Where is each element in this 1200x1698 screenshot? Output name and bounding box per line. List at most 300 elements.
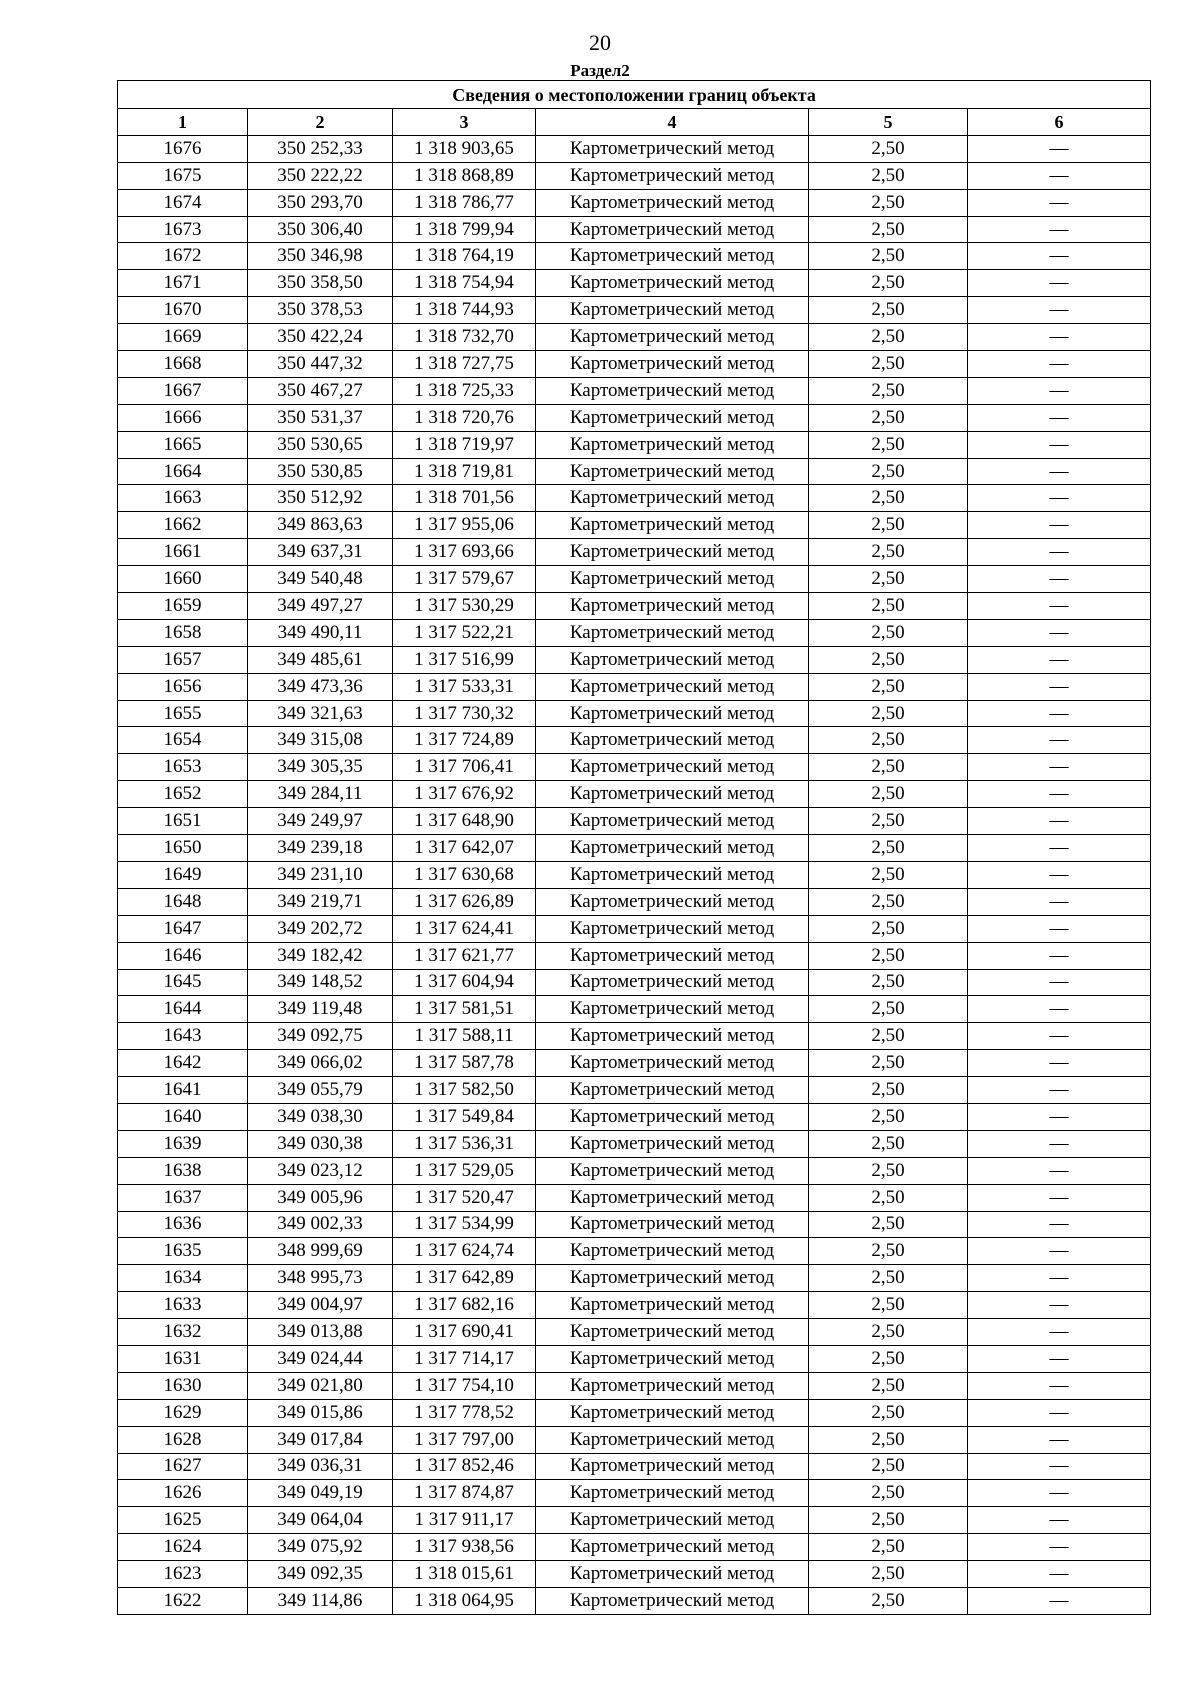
description-cell: — — [968, 1345, 1151, 1372]
accuracy-cell: 2,50 — [809, 1587, 968, 1614]
method-cell: Картометрический метод — [536, 781, 809, 808]
method-cell: Картометрический метод — [536, 1561, 809, 1588]
x-coordinate-cell: 349 485,61 — [248, 646, 393, 673]
y-coordinate-cell: 1 317 730,32 — [393, 700, 536, 727]
x-coordinate-cell: 349 148,52 — [248, 969, 393, 996]
method-cell: Картометрический метод — [536, 1050, 809, 1077]
description-cell: — — [968, 485, 1151, 512]
page-number: 20 — [589, 30, 611, 55]
table-row — [118, 1480, 1151, 1507]
table-row — [118, 1023, 1151, 1050]
point-number-cell: 1639 — [118, 1130, 248, 1157]
method-cell: Картометрический метод — [536, 135, 809, 162]
x-coordinate-cell: 349 013,88 — [248, 1319, 393, 1346]
description-cell: — — [968, 216, 1151, 243]
description-cell: — — [968, 324, 1151, 351]
method-cell: Картометрический метод — [536, 1319, 809, 1346]
y-coordinate-cell: 1 317 582,50 — [393, 1077, 536, 1104]
table-row — [118, 673, 1151, 700]
description-cell: — — [968, 996, 1151, 1023]
y-coordinate-cell: 1 317 778,52 — [393, 1399, 536, 1426]
table-row — [118, 619, 1151, 646]
x-coordinate-cell: 350 447,32 — [248, 351, 393, 378]
method-cell: Картометрический метод — [536, 243, 809, 270]
y-coordinate-cell: 1 317 714,17 — [393, 1345, 536, 1372]
accuracy-cell: 2,50 — [809, 1372, 968, 1399]
accuracy-cell: 2,50 — [809, 835, 968, 862]
point-number-cell: 1631 — [118, 1345, 248, 1372]
method-cell: Картометрический метод — [536, 1077, 809, 1104]
boundary-coordinates-table — [117, 80, 1151, 1615]
description-cell: — — [968, 781, 1151, 808]
x-coordinate-cell: 349 002,33 — [248, 1211, 393, 1238]
table-row — [118, 727, 1151, 754]
method-cell: Картометрический метод — [536, 377, 809, 404]
y-coordinate-cell: 1 317 549,84 — [393, 1103, 536, 1130]
description-cell: — — [968, 1561, 1151, 1588]
table-row — [118, 485, 1151, 512]
x-coordinate-cell: 349 219,71 — [248, 888, 393, 915]
method-cell: Картометрический метод — [536, 324, 809, 351]
description-cell: — — [968, 404, 1151, 431]
accuracy-cell: 2,50 — [809, 781, 968, 808]
method-cell: Картометрический метод — [536, 888, 809, 915]
accuracy-cell: 2,50 — [809, 1292, 968, 1319]
method-cell: Картометрический метод — [536, 404, 809, 431]
table-row — [118, 593, 1151, 620]
accuracy-cell: 2,50 — [809, 1345, 968, 1372]
table-row — [118, 1157, 1151, 1184]
y-coordinate-cell: 1 317 648,90 — [393, 808, 536, 835]
accuracy-cell: 2,50 — [809, 1265, 968, 1292]
x-coordinate-cell: 348 999,69 — [248, 1238, 393, 1265]
accuracy-cell: 2,50 — [809, 888, 968, 915]
method-cell: Картометрический метод — [536, 485, 809, 512]
y-coordinate-cell: 1 318 732,70 — [393, 324, 536, 351]
point-number-cell: 1623 — [118, 1561, 248, 1588]
point-number-cell: 1637 — [118, 1184, 248, 1211]
accuracy-cell: 2,50 — [809, 162, 968, 189]
description-cell: — — [968, 1453, 1151, 1480]
table-row — [118, 1426, 1151, 1453]
table-row — [118, 1319, 1151, 1346]
method-cell: Картометрический метод — [536, 1426, 809, 1453]
description-cell: — — [968, 431, 1151, 458]
description-cell: — — [968, 566, 1151, 593]
method-cell: Картометрический метод — [536, 162, 809, 189]
y-coordinate-cell: 1 317 534,99 — [393, 1211, 536, 1238]
x-coordinate-cell: 349 637,31 — [248, 539, 393, 566]
accuracy-cell: 2,50 — [809, 1480, 968, 1507]
x-coordinate-cell: 349 114,86 — [248, 1587, 393, 1614]
description-cell: — — [968, 270, 1151, 297]
method-cell: Картометрический метод — [536, 861, 809, 888]
point-number-cell: 1662 — [118, 512, 248, 539]
table-caption-row — [118, 81, 1151, 109]
method-cell: Картометрический метод — [536, 189, 809, 216]
point-number-cell: 1672 — [118, 243, 248, 270]
table-row — [118, 808, 1151, 835]
table-row — [118, 1345, 1151, 1372]
y-coordinate-cell: 1 317 530,29 — [393, 593, 536, 620]
x-coordinate-cell: 349 092,75 — [248, 1023, 393, 1050]
accuracy-cell: 2,50 — [809, 619, 968, 646]
method-cell: Картометрический метод — [536, 1480, 809, 1507]
description-cell: — — [968, 1265, 1151, 1292]
description-cell: — — [968, 243, 1151, 270]
table-row — [118, 888, 1151, 915]
description-cell: — — [968, 458, 1151, 485]
point-number-cell: 1666 — [118, 404, 248, 431]
method-cell: Картометрический метод — [536, 297, 809, 324]
x-coordinate-cell: 350 358,50 — [248, 270, 393, 297]
table-row — [118, 700, 1151, 727]
accuracy-cell: 2,50 — [809, 458, 968, 485]
point-number-cell: 1626 — [118, 1480, 248, 1507]
y-coordinate-cell: 1 318 727,75 — [393, 351, 536, 378]
table-row — [118, 1372, 1151, 1399]
accuracy-cell: 2,50 — [809, 915, 968, 942]
column-header-row — [118, 109, 1151, 136]
point-number-cell: 1654 — [118, 727, 248, 754]
description-cell: — — [968, 969, 1151, 996]
accuracy-cell: 2,50 — [809, 1077, 968, 1104]
x-coordinate-cell: 349 055,79 — [248, 1077, 393, 1104]
description-cell: — — [968, 861, 1151, 888]
x-coordinate-cell: 349 863,63 — [248, 512, 393, 539]
point-number-cell: 1659 — [118, 593, 248, 620]
description-cell: — — [968, 835, 1151, 862]
description-cell: — — [968, 942, 1151, 969]
y-coordinate-cell: 1 317 938,56 — [393, 1534, 536, 1561]
table-row — [118, 781, 1151, 808]
description-cell: — — [968, 1077, 1151, 1104]
y-coordinate-cell: 1 317 621,77 — [393, 942, 536, 969]
description-cell: — — [968, 512, 1151, 539]
table-row — [118, 1587, 1151, 1614]
y-coordinate-cell: 1 317 911,17 — [393, 1507, 536, 1534]
x-coordinate-cell: 349 497,27 — [248, 593, 393, 620]
point-number-cell: 1630 — [118, 1372, 248, 1399]
description-cell: — — [968, 1372, 1151, 1399]
x-coordinate-cell: 349 023,12 — [248, 1157, 393, 1184]
description-cell: — — [968, 915, 1151, 942]
method-cell: Картометрический метод — [536, 1211, 809, 1238]
description-cell: — — [968, 808, 1151, 835]
table-row — [118, 1453, 1151, 1480]
point-number-cell: 1676 — [118, 135, 248, 162]
accuracy-cell: 2,50 — [809, 270, 968, 297]
accuracy-cell: 2,50 — [809, 1561, 968, 1588]
y-coordinate-cell: 1 317 797,00 — [393, 1426, 536, 1453]
y-coordinate-cell: 1 317 706,41 — [393, 754, 536, 781]
accuracy-cell: 2,50 — [809, 646, 968, 673]
table-row — [118, 861, 1151, 888]
point-number-cell: 1667 — [118, 377, 248, 404]
table-row — [118, 1399, 1151, 1426]
x-coordinate-cell: 350 346,98 — [248, 243, 393, 270]
description-cell: — — [968, 1050, 1151, 1077]
table-caption: Сведения о местоположении границ объекта — [118, 81, 1151, 109]
description-cell: — — [968, 297, 1151, 324]
point-number-cell: 1651 — [118, 808, 248, 835]
point-number-cell: 1665 — [118, 431, 248, 458]
method-cell: Картометрический метод — [536, 915, 809, 942]
description-cell: — — [968, 1157, 1151, 1184]
point-number-cell: 1675 — [118, 162, 248, 189]
accuracy-cell: 2,50 — [809, 431, 968, 458]
x-coordinate-cell: 349 249,97 — [248, 808, 393, 835]
y-coordinate-cell: 1 317 604,94 — [393, 969, 536, 996]
description-cell: — — [968, 727, 1151, 754]
accuracy-cell: 2,50 — [809, 942, 968, 969]
description-cell: — — [968, 377, 1151, 404]
method-cell: Картометрический метод — [536, 700, 809, 727]
description-cell: — — [968, 539, 1151, 566]
x-coordinate-cell: 349 119,48 — [248, 996, 393, 1023]
description-cell: — — [968, 1507, 1151, 1534]
method-cell: Картометрический метод — [536, 727, 809, 754]
x-coordinate-cell: 350 378,53 — [248, 297, 393, 324]
point-number-cell: 1624 — [118, 1534, 248, 1561]
accuracy-cell: 2,50 — [809, 593, 968, 620]
table-row — [118, 566, 1151, 593]
y-coordinate-cell: 1 317 536,31 — [393, 1130, 536, 1157]
x-coordinate-cell: 349 305,35 — [248, 754, 393, 781]
accuracy-cell: 2,50 — [809, 1050, 968, 1077]
method-cell: Картометрический метод — [536, 539, 809, 566]
y-coordinate-cell: 1 317 516,99 — [393, 646, 536, 673]
y-coordinate-cell: 1 318 701,56 — [393, 485, 536, 512]
method-cell: Картометрический метод — [536, 566, 809, 593]
column-header-4: 4 — [536, 109, 809, 136]
accuracy-cell: 2,50 — [809, 189, 968, 216]
method-cell: Картометрический метод — [536, 619, 809, 646]
x-coordinate-cell: 349 284,11 — [248, 781, 393, 808]
point-number-cell: 1648 — [118, 888, 248, 915]
description-cell: — — [968, 888, 1151, 915]
point-number-cell: 1661 — [118, 539, 248, 566]
method-cell: Картометрический метод — [536, 216, 809, 243]
point-number-cell: 1634 — [118, 1265, 248, 1292]
accuracy-cell: 2,50 — [809, 673, 968, 700]
description-cell: — — [968, 593, 1151, 620]
description-cell: — — [968, 351, 1151, 378]
table-row — [118, 646, 1151, 673]
y-coordinate-cell: 1 317 520,47 — [393, 1184, 536, 1211]
y-coordinate-cell: 1 318 720,76 — [393, 404, 536, 431]
y-coordinate-cell: 1 317 724,89 — [393, 727, 536, 754]
point-number-cell: 1673 — [118, 216, 248, 243]
x-coordinate-cell: 350 467,27 — [248, 377, 393, 404]
y-coordinate-cell: 1 318 719,97 — [393, 431, 536, 458]
x-coordinate-cell: 349 038,30 — [248, 1103, 393, 1130]
x-coordinate-cell: 349 030,38 — [248, 1130, 393, 1157]
accuracy-cell: 2,50 — [809, 216, 968, 243]
x-coordinate-cell: 349 049,19 — [248, 1480, 393, 1507]
description-cell: — — [968, 1103, 1151, 1130]
y-coordinate-cell: 1 317 690,41 — [393, 1319, 536, 1346]
table-row — [118, 1103, 1151, 1130]
y-coordinate-cell: 1 317 624,41 — [393, 915, 536, 942]
x-coordinate-cell: 350 252,33 — [248, 135, 393, 162]
method-cell: Картометрический метод — [536, 942, 809, 969]
point-number-cell: 1668 — [118, 351, 248, 378]
y-coordinate-cell: 1 317 579,67 — [393, 566, 536, 593]
x-coordinate-cell: 349 024,44 — [248, 1345, 393, 1372]
point-number-cell: 1622 — [118, 1587, 248, 1614]
table-row — [118, 969, 1151, 996]
point-number-cell: 1629 — [118, 1399, 248, 1426]
x-coordinate-cell: 350 512,92 — [248, 485, 393, 512]
y-coordinate-cell: 1 317 587,78 — [393, 1050, 536, 1077]
table-row — [118, 189, 1151, 216]
y-coordinate-cell: 1 318 719,81 — [393, 458, 536, 485]
method-cell: Картометрический метод — [536, 1453, 809, 1480]
y-coordinate-cell: 1 317 642,89 — [393, 1265, 536, 1292]
accuracy-cell: 2,50 — [809, 539, 968, 566]
y-coordinate-cell: 1 318 015,61 — [393, 1561, 536, 1588]
table-row — [118, 404, 1151, 431]
y-coordinate-cell: 1 318 725,33 — [393, 377, 536, 404]
method-cell: Картометрический метод — [536, 593, 809, 620]
column-header-1: 1 — [118, 109, 248, 136]
accuracy-cell: 2,50 — [809, 727, 968, 754]
method-cell: Картометрический метод — [536, 270, 809, 297]
accuracy-cell: 2,50 — [809, 1426, 968, 1453]
x-coordinate-cell: 350 222,22 — [248, 162, 393, 189]
accuracy-cell: 2,50 — [809, 1184, 968, 1211]
method-cell: Картометрический метод — [536, 754, 809, 781]
method-cell: Картометрический метод — [536, 835, 809, 862]
x-coordinate-cell: 349 202,72 — [248, 915, 393, 942]
accuracy-cell: 2,50 — [809, 324, 968, 351]
x-coordinate-cell: 349 017,84 — [248, 1426, 393, 1453]
point-number-cell: 1625 — [118, 1507, 248, 1534]
point-number-cell: 1633 — [118, 1292, 248, 1319]
y-coordinate-cell: 1 317 581,51 — [393, 996, 536, 1023]
method-cell: Картометрический метод — [536, 1103, 809, 1130]
y-coordinate-cell: 1 317 676,92 — [393, 781, 536, 808]
description-cell: — — [968, 700, 1151, 727]
description-cell: — — [968, 754, 1151, 781]
y-coordinate-cell: 1 318 903,65 — [393, 135, 536, 162]
description-cell: — — [968, 646, 1151, 673]
method-cell: Картометрический метод — [536, 646, 809, 673]
table-row — [118, 1507, 1151, 1534]
point-number-cell: 1644 — [118, 996, 248, 1023]
point-number-cell: 1674 — [118, 189, 248, 216]
description-cell: — — [968, 1426, 1151, 1453]
point-number-cell: 1643 — [118, 1023, 248, 1050]
method-cell: Картометрический метод — [536, 1238, 809, 1265]
point-number-cell: 1628 — [118, 1426, 248, 1453]
method-cell: Картометрический метод — [536, 1023, 809, 1050]
accuracy-cell: 2,50 — [809, 1399, 968, 1426]
method-cell: Картометрический метод — [536, 673, 809, 700]
table-row — [118, 1238, 1151, 1265]
description-cell: — — [968, 1319, 1151, 1346]
method-cell: Картометрический метод — [536, 1184, 809, 1211]
table-row — [118, 1292, 1151, 1319]
accuracy-cell: 2,50 — [809, 485, 968, 512]
table-row — [118, 1130, 1151, 1157]
method-cell: Картометрический метод — [536, 1507, 809, 1534]
table-row — [118, 431, 1151, 458]
description-cell: — — [968, 1238, 1151, 1265]
description-cell: — — [968, 135, 1151, 162]
table-row — [118, 351, 1151, 378]
y-coordinate-cell: 1 318 764,19 — [393, 243, 536, 270]
point-number-cell: 1641 — [118, 1077, 248, 1104]
column-header-2: 2 — [248, 109, 393, 136]
x-coordinate-cell: 349 064,04 — [248, 1507, 393, 1534]
table-row — [118, 458, 1151, 485]
point-number-cell: 1657 — [118, 646, 248, 673]
table-row — [118, 1561, 1151, 1588]
method-cell: Картометрический метод — [536, 969, 809, 996]
table-row — [118, 270, 1151, 297]
description-cell: — — [968, 1130, 1151, 1157]
point-number-cell: 1660 — [118, 566, 248, 593]
accuracy-cell: 2,50 — [809, 404, 968, 431]
x-coordinate-cell: 349 315,08 — [248, 727, 393, 754]
accuracy-cell: 2,50 — [809, 1534, 968, 1561]
x-coordinate-cell: 349 473,36 — [248, 673, 393, 700]
x-coordinate-cell: 350 293,70 — [248, 189, 393, 216]
table-row — [118, 1534, 1151, 1561]
y-coordinate-cell: 1 317 529,05 — [393, 1157, 536, 1184]
description-cell: — — [968, 1399, 1151, 1426]
method-cell: Картометрический метод — [536, 1292, 809, 1319]
accuracy-cell: 2,50 — [809, 243, 968, 270]
table-row — [118, 942, 1151, 969]
x-coordinate-cell: 349 066,02 — [248, 1050, 393, 1077]
accuracy-cell: 2,50 — [809, 808, 968, 835]
y-coordinate-cell: 1 318 799,94 — [393, 216, 536, 243]
point-number-cell: 1635 — [118, 1238, 248, 1265]
x-coordinate-cell: 350 530,85 — [248, 458, 393, 485]
accuracy-cell: 2,50 — [809, 1453, 968, 1480]
accuracy-cell: 2,50 — [809, 1157, 968, 1184]
accuracy-cell: 2,50 — [809, 1211, 968, 1238]
y-coordinate-cell: 1 317 642,07 — [393, 835, 536, 862]
accuracy-cell: 2,50 — [809, 566, 968, 593]
method-cell: Картометрический метод — [536, 512, 809, 539]
accuracy-cell: 2,50 — [809, 512, 968, 539]
table-row — [118, 1050, 1151, 1077]
accuracy-cell: 2,50 — [809, 969, 968, 996]
x-coordinate-cell: 349 092,35 — [248, 1561, 393, 1588]
description-cell: — — [968, 1480, 1151, 1507]
point-number-cell: 1671 — [118, 270, 248, 297]
y-coordinate-cell: 1 317 522,21 — [393, 619, 536, 646]
point-number-cell: 1669 — [118, 324, 248, 351]
table-row — [118, 1077, 1151, 1104]
accuracy-cell: 2,50 — [809, 996, 968, 1023]
description-cell: — — [968, 1292, 1151, 1319]
x-coordinate-cell: 349 182,42 — [248, 942, 393, 969]
accuracy-cell: 2,50 — [809, 1319, 968, 1346]
accuracy-cell: 2,50 — [809, 1238, 968, 1265]
y-coordinate-cell: 1 317 955,06 — [393, 512, 536, 539]
method-cell: Картометрический метод — [536, 1399, 809, 1426]
description-cell: — — [968, 619, 1151, 646]
x-coordinate-cell: 349 021,80 — [248, 1372, 393, 1399]
y-coordinate-cell: 1 317 852,46 — [393, 1453, 536, 1480]
point-number-cell: 1627 — [118, 1453, 248, 1480]
y-coordinate-cell: 1 318 064,95 — [393, 1587, 536, 1614]
